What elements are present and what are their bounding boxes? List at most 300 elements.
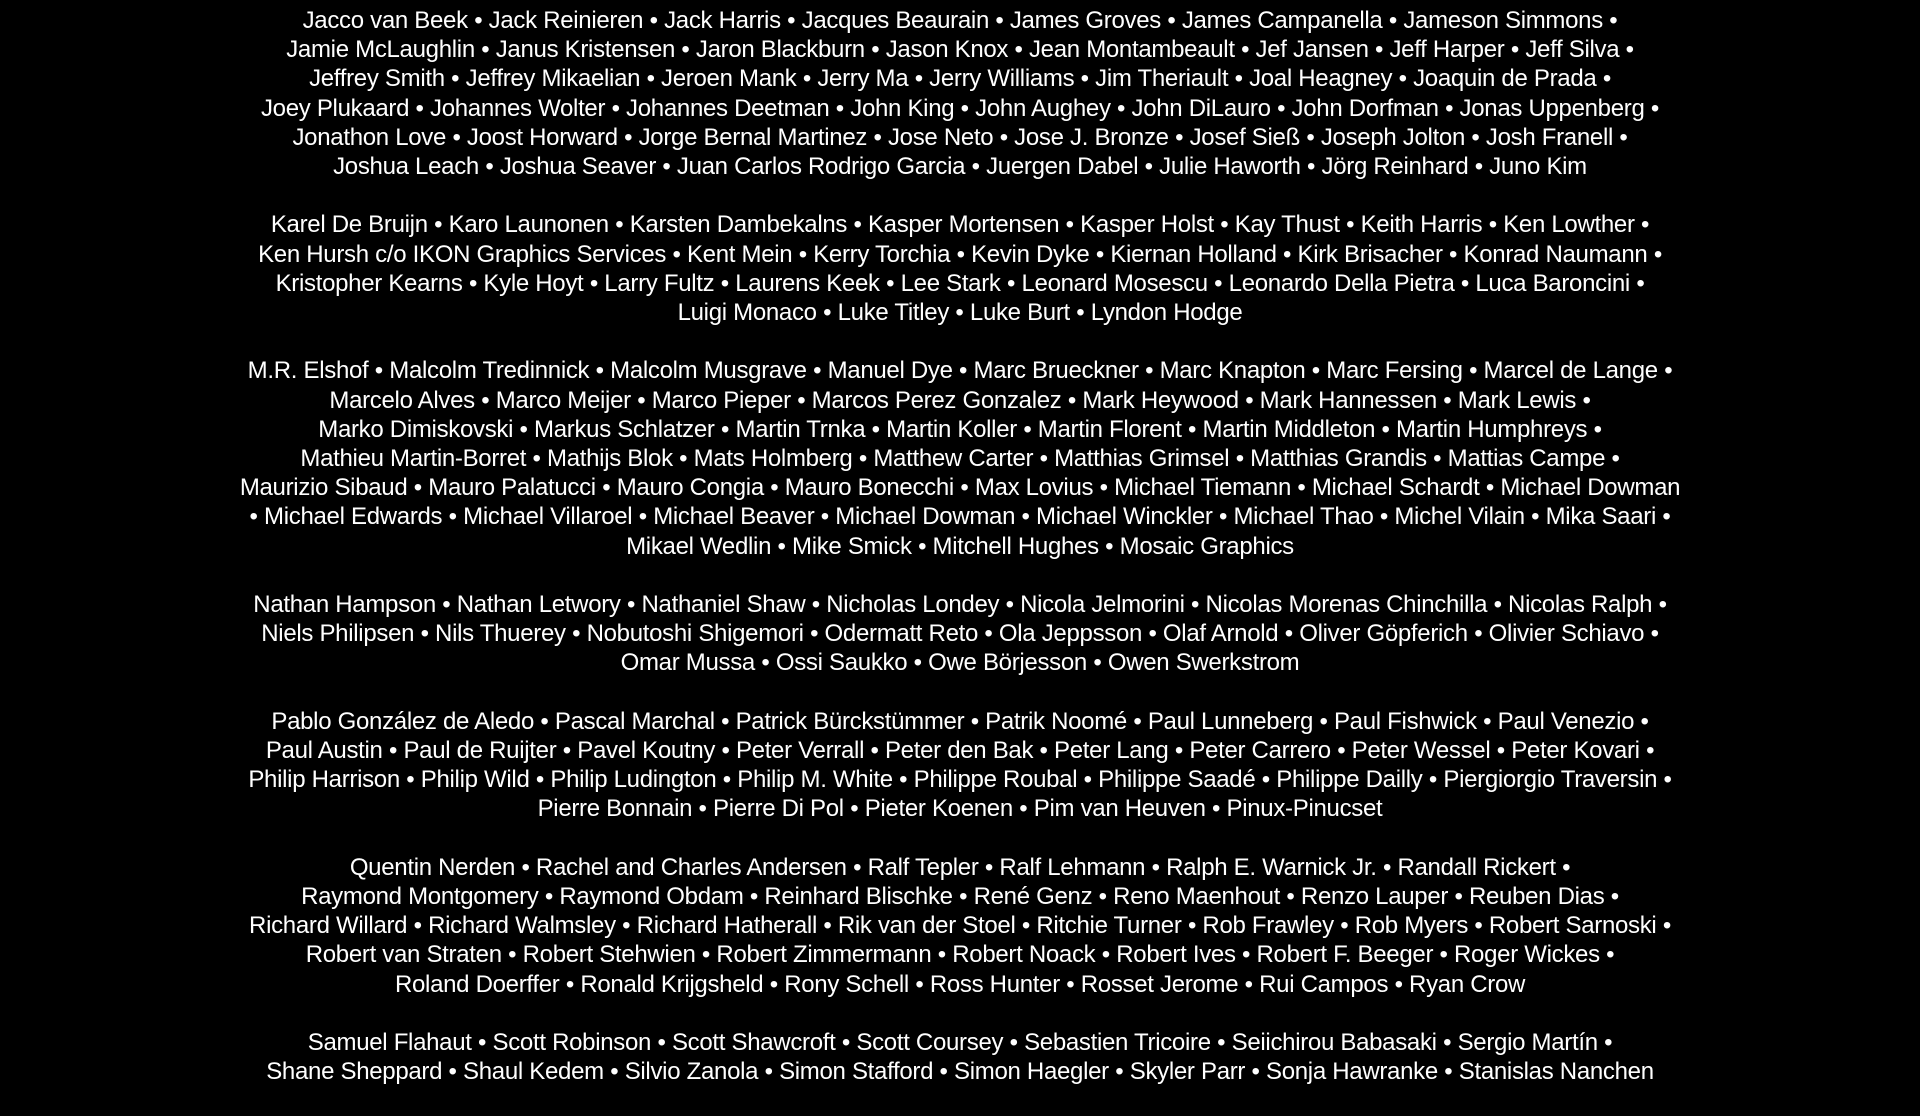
bullet-separator: •: [1151, 853, 1160, 881]
bullet-separator: •: [797, 386, 806, 414]
credit-name: Lyndon Hodge: [1090, 299, 1243, 327]
bullet-separator: •: [798, 240, 807, 268]
credit-name: Mitchell Hughes: [932, 532, 1099, 560]
bullet-separator: •: [777, 532, 786, 560]
bullet-separator: •: [415, 94, 424, 122]
credit-name: John DiLauro: [1131, 94, 1271, 122]
bullet-separator: •: [1382, 853, 1392, 881]
credit-name: Philip M. White: [737, 766, 893, 794]
credit-name: John Dorfman: [1291, 94, 1439, 122]
credit-name: Rony Schell: [784, 970, 909, 998]
credit-name: Larry Fultz: [604, 269, 715, 297]
bullet-separator: •: [679, 445, 688, 473]
bullet-separator: •: [1019, 795, 1028, 823]
bullet-separator: •: [610, 1058, 619, 1086]
credit-name: Jeffrey Mikaelian: [465, 65, 641, 93]
bullet-separator: •: [638, 503, 647, 531]
credit-name: Silvio Zanola: [624, 1058, 759, 1086]
credit-name: Peter Wessel: [1351, 737, 1491, 765]
bullet-separator: •: [1167, 7, 1176, 34]
bullet-separator: •: [1619, 123, 1628, 151]
bullet-separator: •: [624, 123, 633, 151]
bullet-separator: •: [602, 474, 611, 502]
bullet-separator: •: [1340, 912, 1349, 940]
credit-name: Michael Edwards: [264, 503, 443, 531]
credit-name: Mosaic Graphics: [1119, 532, 1294, 560]
bullet-separator: •: [474, 7, 483, 34]
bullet-separator: •: [662, 153, 671, 181]
bullet-separator: •: [802, 65, 811, 93]
credit-name: Robert Stehwien: [522, 941, 696, 969]
bullet-separator: •: [637, 386, 646, 414]
credit-name: Marco Meijer: [495, 386, 631, 414]
credit-name: Rik van der Stoel: [837, 912, 1016, 940]
credit-name: Matthias Grimsel: [1054, 445, 1230, 473]
credit-name: Nathaniel Shaw: [641, 591, 806, 619]
credit-name: Jamie McLaughlin: [286, 36, 475, 64]
bullet-separator: •: [1610, 883, 1619, 911]
bullet-separator: •: [915, 970, 924, 998]
bullet-separator: •: [1251, 1058, 1260, 1086]
bullet-separator: •: [1496, 737, 1505, 765]
credit-name: Sebastien Tricoire: [1024, 1029, 1211, 1057]
credit-name: Ken Lowther: [1503, 211, 1635, 239]
credit-name: Jacco van Beek: [302, 7, 468, 34]
credit-name: John Aughey: [975, 94, 1111, 122]
bullet-separator: •: [646, 65, 655, 93]
bullet-separator: •: [540, 707, 549, 735]
credit-name: John King: [850, 94, 955, 122]
credit-name: James Groves: [1009, 7, 1161, 34]
credit-name: Kent Mein: [686, 240, 793, 268]
bullet-separator: •: [1641, 211, 1650, 239]
bullet-separator: •: [1093, 649, 1102, 677]
bullet-separator: •: [1445, 94, 1454, 122]
bullet-separator: •: [1531, 503, 1540, 531]
credit-name: Marc Knapton: [1159, 357, 1306, 385]
bullet-separator: •: [1375, 36, 1384, 64]
credit-name: Luke Titley: [837, 299, 950, 327]
bullet-separator: •: [886, 269, 895, 297]
bullet-separator: •: [1474, 620, 1483, 648]
credit-name: Mauro Palatucci: [428, 474, 596, 502]
credit-name: Samuel Flahaut: [307, 1029, 472, 1057]
credit-name: Philippe Roubal: [913, 766, 1078, 794]
bullet-separator: •: [434, 211, 443, 239]
bullet-separator: •: [485, 153, 494, 181]
bullet-separator: •: [1175, 123, 1184, 151]
bullet-separator: •: [1148, 620, 1157, 648]
bullet-separator: •: [971, 153, 980, 181]
credit-name: Pierre Bonnain: [537, 795, 693, 823]
credit-name: Leonardo Della Pietra: [1228, 269, 1455, 297]
bullet-separator: •: [1471, 123, 1480, 151]
bullet-separator: •: [1214, 269, 1223, 297]
bullet-separator: •: [1664, 357, 1673, 385]
bullet-separator: •: [544, 883, 553, 911]
credit-name: Malcolm Musgrave: [610, 357, 807, 385]
credit-name: Olivier Schiavo: [1488, 620, 1645, 648]
bullet-separator: •: [722, 766, 731, 794]
credit-name: Kasper Mortensen: [867, 211, 1060, 239]
credit-name: Niels Philipsen: [261, 620, 415, 648]
bullet-separator: •: [1582, 386, 1591, 414]
credit-name: Kiernan Holland: [1110, 240, 1277, 268]
bullet-separator: •: [388, 737, 398, 765]
bullet-separator: •: [1021, 503, 1030, 531]
bullet-separator: •: [1658, 591, 1667, 619]
credit-name: Julie Haworth: [1159, 153, 1301, 181]
credit-name: Rachel and Charles Andersen: [535, 853, 847, 881]
credit-name: Raymond Obdam: [559, 883, 744, 911]
credit-name: Robert Zimmermann: [716, 941, 932, 969]
bullet-separator: •: [452, 123, 461, 151]
bullet-separator: •: [1277, 94, 1286, 122]
credit-name: Jack Harris: [664, 7, 781, 34]
credit-name: M.R. Elshof: [247, 357, 369, 385]
credit-name: Robert Noack: [952, 941, 1096, 969]
credit-name: Ronald Krijgsheld: [580, 970, 764, 998]
credit-name: Maurizio Sibaud: [239, 474, 408, 502]
credit-name: Mattias Campe: [1447, 445, 1606, 473]
credit-name: Nicolas Morenas Chinchilla: [1205, 591, 1488, 619]
bullet-separator: •: [1483, 707, 1492, 735]
bullet-separator: •: [1428, 766, 1437, 794]
credit-name: Johannes Wolter: [430, 94, 606, 122]
credit-name: Ralf Lehmann: [999, 853, 1146, 881]
bullet-separator: •: [1283, 240, 1292, 268]
bullet-separator: •: [451, 65, 460, 93]
credit-name: Karel De Bruijn: [270, 211, 428, 239]
bullet-separator: •: [749, 883, 758, 911]
credit-name: Jonathon Love: [292, 123, 447, 151]
bullet-separator: •: [1604, 1029, 1613, 1057]
credit-name: Paul de Ruijter: [403, 737, 557, 765]
bullet-separator: •: [1099, 474, 1108, 502]
credit-name: Nathan Hampson: [253, 591, 436, 619]
bullet-separator: •: [823, 299, 832, 327]
bullet-separator: •: [1095, 240, 1104, 268]
bullet-separator: •: [1039, 737, 1048, 765]
credit-name: Jacques Beaurain: [801, 7, 989, 34]
credit-name: Pierre Di Pol: [713, 795, 844, 823]
credit-name: Jorge Bernal Martinez: [638, 123, 868, 151]
bullet-separator: •: [1319, 707, 1328, 735]
credit-name: Michael Tiemann: [1114, 474, 1291, 502]
bullet-separator: •: [1005, 591, 1014, 619]
credit-name: Janus Kristensen: [495, 36, 676, 64]
bullet-separator: •: [955, 299, 964, 327]
credit-name: Roger Wickes: [1454, 941, 1600, 969]
credit-name: Mark Lewis: [1457, 386, 1577, 414]
bullet-separator: •: [1394, 970, 1403, 998]
bullet-separator: •: [406, 766, 415, 794]
credit-name: Nobutoshi Shigemori: [586, 620, 804, 648]
credit-name: Rob Frawley: [1202, 912, 1334, 940]
credit-name: James Campanella: [1181, 7, 1383, 34]
bullet-separator: •: [1625, 36, 1634, 64]
bullet-separator: •: [850, 795, 859, 823]
credit-name: Peter Carrero: [1189, 737, 1331, 765]
credit-name: Marcel de Lange: [1483, 357, 1658, 385]
bullet-separator: •: [627, 591, 636, 619]
bullet-separator: •: [1474, 153, 1483, 181]
credits-block: [236, 356, 1684, 560]
credit-name: Ralph E. Warnick Jr.: [1166, 853, 1377, 881]
bullet-separator: •: [820, 503, 829, 531]
bullet-separator: •: [1284, 620, 1293, 648]
credit-name: Reuben Dias: [1468, 883, 1605, 911]
bullet-separator: •: [1562, 853, 1571, 881]
credit-name: Richard Hatherall: [636, 912, 817, 940]
credit-name: Paul Fishwick: [1333, 707, 1477, 735]
bullet-separator: •: [823, 912, 832, 940]
credit-name: Mark Hannessen: [1259, 386, 1437, 414]
bullet-separator: •: [870, 737, 879, 765]
bullet-separator: •: [1244, 970, 1253, 998]
credits-scroller: [236, 6, 1684, 1116]
bullet-separator: •: [959, 883, 968, 911]
bullet-separator: •: [913, 649, 922, 677]
bullet-separator: •: [1076, 299, 1085, 327]
credit-name: Johannes Deetman: [626, 94, 830, 122]
credit-name: Kristopher Kearns: [275, 269, 463, 297]
credit-name: Reno Maenhout: [1113, 883, 1281, 911]
bullet-separator: •: [937, 941, 946, 969]
credit-name: Mauro Congia: [616, 474, 764, 502]
bullet-separator: •: [649, 7, 658, 34]
bullet-separator: •: [374, 357, 383, 385]
bullet-separator: •: [413, 474, 422, 502]
credit-name: Seiichirou Babasaki: [1231, 1029, 1437, 1057]
bullet-separator: •: [853, 211, 862, 239]
bullet-separator: •: [1286, 883, 1295, 911]
credit-name: Scott Coursey: [856, 1029, 1004, 1057]
bullet-separator: •: [1218, 503, 1228, 531]
credit-name: Nicholas Londey: [826, 591, 1000, 619]
bullet-separator: •: [589, 269, 598, 297]
bullet-separator: •: [1105, 532, 1114, 560]
credit-name: Karsten Dambekalns: [629, 211, 848, 239]
credit-name: Patrick Bürckstümmer: [735, 707, 965, 735]
bullet-separator: •: [535, 766, 544, 794]
bullet-separator: •: [1388, 7, 1397, 34]
bullet-separator: •: [1444, 1058, 1453, 1086]
credit-name: Martin Trnka: [735, 415, 866, 443]
bullet-separator: •: [1609, 7, 1618, 34]
credit-name: Karo Launonen: [448, 211, 609, 239]
bullet-separator: •: [721, 415, 730, 443]
credit-name: Peter den Bak: [884, 737, 1034, 765]
bullet-separator: •: [1242, 941, 1251, 969]
bullet-separator: •: [595, 357, 604, 385]
credit-name: Michael Beaver: [653, 503, 815, 531]
credit-name: Rob Myers: [1354, 912, 1469, 940]
bullet-separator: •: [1640, 707, 1649, 735]
credit-name: Max Lovius: [974, 474, 1094, 502]
bullet-separator: •: [1117, 94, 1126, 122]
bullet-separator: •: [1235, 445, 1244, 473]
bullet-separator: •: [1454, 883, 1463, 911]
credit-name: Mikael Wedlin: [626, 532, 772, 560]
credit-name: Pinux-Pinucset: [1226, 795, 1383, 823]
credit-name: Omar Mussa: [620, 649, 755, 677]
bullet-separator: •: [657, 1029, 666, 1057]
bullet-separator: •: [1191, 591, 1200, 619]
bullet-separator: •: [1039, 445, 1048, 473]
credit-name: Joshua Leach: [333, 153, 479, 181]
credit-name: Nils Thuerey: [435, 620, 566, 648]
credit-name: Laurens Keek: [735, 269, 880, 297]
bullet-separator: •: [853, 853, 862, 881]
bullet-separator: •: [1398, 65, 1407, 93]
credit-name: Luke Burt: [969, 299, 1070, 327]
credit-name: Michael Schardt: [1311, 474, 1480, 502]
credit-name: Jeroen Mank: [661, 65, 797, 93]
bullet-separator: •: [1650, 94, 1660, 122]
credit-name: Joaquin de Prada: [1413, 65, 1597, 93]
credit-name: Pavel Koutny: [577, 737, 716, 765]
credit-name: Paul Venezio: [1497, 707, 1635, 735]
credit-name: Richard Willard: [249, 912, 408, 940]
bullet-separator: •: [1014, 36, 1023, 64]
credit-name: Raymond Montgomery: [301, 883, 539, 911]
credit-name: Luigi Monaco: [677, 299, 817, 327]
credit-name: Michael Winckler: [1036, 503, 1213, 531]
credit-name: Marcelo Alves: [329, 386, 475, 414]
credit-name: Simon Haegler: [954, 1058, 1109, 1086]
credit-name: Jeff Harper: [1389, 36, 1505, 64]
bullet-separator: •: [1337, 737, 1346, 765]
credits-block: [236, 590, 1684, 678]
credit-name: Leonard Mosescu: [1021, 269, 1208, 297]
bullet-separator: •: [1433, 445, 1442, 473]
credit-name: Mats Holmberg: [693, 445, 853, 473]
bullet-separator: •: [984, 620, 993, 648]
bullet-separator: •: [521, 853, 530, 881]
bullet-separator: •: [873, 123, 882, 151]
credit-name: Ritchie Turner: [1036, 912, 1182, 940]
bullet-separator: •: [1311, 357, 1320, 385]
bullet-separator: •: [999, 123, 1008, 151]
credit-name: Jameson Simmons: [1403, 7, 1603, 34]
bullet-separator: •: [1646, 737, 1655, 765]
credit-name: Philippe Dailly: [1276, 766, 1423, 794]
bullet-separator: •: [984, 853, 994, 881]
bullet-separator: •: [1297, 474, 1306, 502]
credit-name: Philip Ludington: [550, 766, 717, 794]
bullet-separator: •: [1510, 36, 1519, 64]
bullet-separator: •: [1636, 269, 1645, 297]
credit-name: Ken Hursh c/o IKON Graphics Services: [258, 240, 667, 268]
bullet-separator: •: [1493, 591, 1502, 619]
credit-name: Ola Jeppsson: [998, 620, 1143, 648]
credit-name: Sonja Hawranke: [1265, 1058, 1438, 1086]
credit-name: Paul Austin: [265, 737, 383, 765]
bullet-separator: •: [1381, 415, 1390, 443]
credit-name: Roland Doerffer: [394, 970, 560, 998]
bullet-separator: •: [1009, 1029, 1018, 1057]
credit-name: Kerry Torchia: [813, 240, 951, 268]
bullet-separator: •: [1650, 620, 1659, 648]
credit-name: Sergio Martín: [1457, 1029, 1598, 1057]
credit-name: Oliver Göpferich: [1299, 620, 1468, 648]
credit-name: Jason Knox: [885, 36, 1009, 64]
credit-name: Keith Harris: [1360, 211, 1483, 239]
bullet-separator: •: [448, 503, 457, 531]
credit-name: Shaul Kedem: [463, 1058, 604, 1086]
bullet-separator: •: [1174, 737, 1183, 765]
credit-name: Robert F. Beeger: [1256, 941, 1434, 969]
credit-name: Kevin Dyke: [971, 240, 1090, 268]
bullet-separator: •: [572, 620, 581, 648]
bullet-separator: •: [532, 445, 541, 473]
bullet-separator: •: [1234, 65, 1243, 93]
bullet-separator: •: [1021, 912, 1030, 940]
credit-name: Kirk Brisacher: [1297, 240, 1443, 268]
bullet-separator: •: [565, 970, 574, 998]
credit-name: Juergen Dabel: [986, 153, 1139, 181]
bullet-separator: •: [761, 649, 770, 677]
bullet-separator: •: [1662, 503, 1671, 531]
bullet-separator: •: [721, 737, 730, 765]
bullet-separator: •: [508, 941, 517, 969]
bullet-separator: •: [1144, 153, 1153, 181]
credit-name: Pascal Marchal: [554, 707, 715, 735]
bullet-separator: •: [1245, 386, 1254, 414]
bullet-separator: •: [721, 707, 730, 735]
credit-name: Olaf Arnold: [1162, 620, 1279, 648]
credit-name: Joost Horward: [466, 123, 618, 151]
credits-block: [236, 853, 1684, 999]
credit-name: Shane Sheppard: [266, 1058, 443, 1086]
credit-name: Pablo González de Aledo: [271, 707, 534, 735]
credit-name: Paul Lunneberg: [1147, 707, 1314, 735]
bullet-separator: •: [1145, 357, 1154, 385]
credit-name: Peter Verrall: [735, 737, 865, 765]
credit-name: Josef Sieß: [1189, 123, 1300, 151]
bullet-separator: •: [1474, 912, 1483, 940]
credit-name: Jeffrey Smith: [309, 65, 445, 93]
bullet-separator: •: [1261, 766, 1270, 794]
bullet-separator: •: [1066, 970, 1075, 998]
credit-name: Martin Koller: [886, 415, 1017, 443]
bullet-separator: •: [871, 415, 880, 443]
bullet-separator: •: [1488, 211, 1497, 239]
credit-name: Joal Heagney: [1249, 65, 1393, 93]
credit-name: Rosset Jerome: [1080, 970, 1239, 998]
bullet-separator: •: [995, 7, 1004, 34]
bullet-separator: •: [1485, 474, 1494, 502]
bullet-separator: •: [1653, 240, 1662, 268]
bullet-separator: •: [701, 941, 711, 969]
credit-name: Kay Thust: [1234, 211, 1340, 239]
bullet-separator: •: [813, 357, 822, 385]
credit-name: Martin Middleton: [1202, 415, 1376, 443]
bullet-separator: •: [871, 36, 880, 64]
bullet-separator: •: [769, 970, 778, 998]
credit-name: Pieter Koenen: [864, 795, 1013, 823]
credit-name: Matthias Grandis: [1250, 445, 1427, 473]
bullet-separator: •: [1083, 766, 1092, 794]
credit-name: Philip Harrison: [248, 766, 400, 794]
bullet-separator: •: [959, 357, 968, 385]
bullet-separator: •: [858, 445, 867, 473]
credit-name: Marc Fersing: [1326, 357, 1463, 385]
bullet-separator: •: [1023, 415, 1032, 443]
bullet-separator: •: [1662, 912, 1671, 940]
bullet-separator: •: [939, 1058, 948, 1086]
